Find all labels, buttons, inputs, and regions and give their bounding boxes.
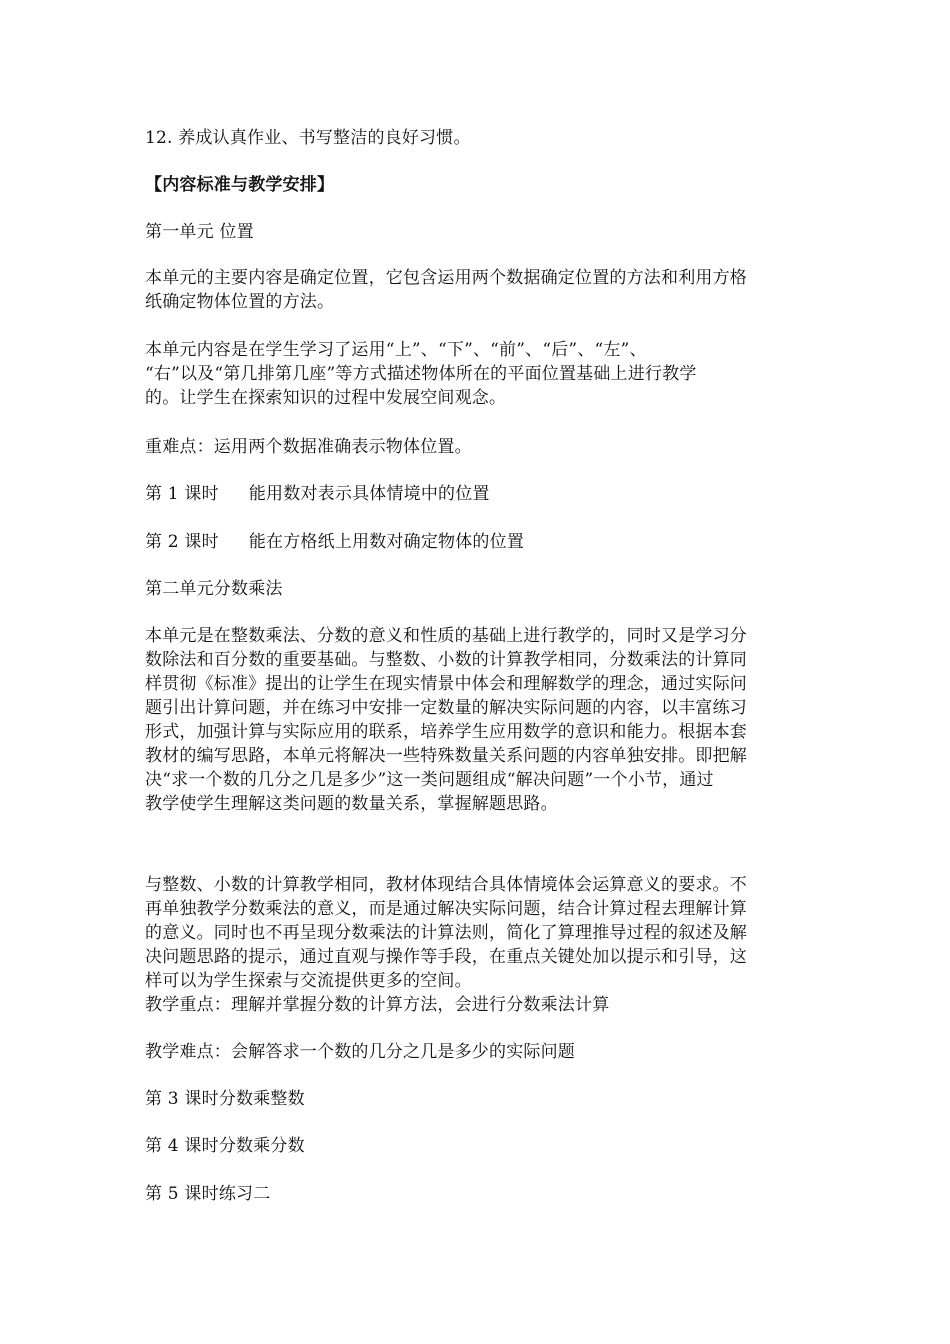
unit2-title: 第二单元分数乘法 (145, 579, 283, 599)
teaching-focus: 教学重点：理解并掌握分数的计算方法，会进行分数乘法计算 (145, 995, 610, 1015)
lesson-5: 第 5 课时练习二 (145, 1184, 271, 1204)
text-line: 形式，加强计算与实际应用的联系，培养学生应用数学的意识和能力。根据本套 (145, 722, 747, 742)
text-line: 本单元的主要内容是确定位置，它包含运用两个数据确定位置的方法和利用方格 (145, 268, 747, 288)
unit1-key-points: 重难点：运用两个数据准确表示物体位置。 (145, 437, 472, 457)
unit1-paragraph-1 (145, 266, 810, 314)
lesson-1 (145, 482, 810, 506)
text-line: 样贯彻《标准》提出的让学生在现实情景中体会和理解数学的理念，通过实际问 (145, 674, 747, 694)
text-line: 的。让学生在探索知识的过程中发展空间观念。 (145, 388, 507, 408)
text-line: 数除法和百分数的重要基础。与整数、小数的计算教学相同，分数乘法的计算同 (145, 650, 747, 670)
text-line: 本单元内容是在学生学习了运用“上”、“下”、“前”、“后”、“左”、 (145, 340, 647, 360)
item-12: 12. 养成认真作业、书写整洁的良好习惯。 (145, 128, 471, 148)
lesson-1-label: 第 1 课时 (145, 484, 219, 504)
text-line: 的意义。同时也不再呈现分数乘法的计算法则，简化了算理推导过程的叙述及解 (145, 923, 747, 943)
lesson-4: 第 4 课时分数乘分数 (145, 1136, 305, 1156)
section-heading: 【内容标准与教学安排】 (145, 175, 335, 195)
lesson-1-text: 能用数对表示具体情境中的位置 (248, 484, 490, 504)
lesson-2 (145, 530, 810, 554)
text-line: 纸确定物体位置的方法。 (145, 292, 335, 312)
unit2-paragraph-2 (145, 873, 810, 993)
unit2-paragraph-1 (145, 624, 810, 816)
text-line: 教学使学生理解这类问题的数量关系，掌握解题思路。 (145, 794, 558, 814)
lesson-3: 第 3 课时分数乘整数 (145, 1089, 305, 1109)
unit1-paragraph-2 (145, 338, 810, 410)
teaching-difficulty: 教学难点：会解答求一个数的几分之几是多少的实际问题 (145, 1042, 575, 1062)
text-line: 与整数、小数的计算教学相同，教材体现结合具体情境体会运算意义的要求。不 (145, 875, 747, 895)
text-line: 题引出计算问题，并在练习中安排一定数量的解决实际问题的内容，以丰富练习 (145, 698, 747, 718)
text-line: 样可以为学生探索与交流提供更多的空间。 (145, 971, 472, 991)
unit1-title: 第一单元 位置 (145, 222, 254, 242)
lesson-2-label: 第 2 课时 (145, 532, 219, 552)
lesson-2-text: 能在方格纸上用数对确定物体的位置 (248, 532, 525, 552)
text-line: 教材的编写思路，本单元将解决一些特殊数量关系问题的内容单独安排。即把解 (145, 746, 747, 766)
text-line: 本单元是在整数乘法、分数的意义和性质的基础上进行教学的，同时又是学习分 (145, 626, 747, 646)
text-line: 决“求一个数的几分之几是多少”这一类问题组成“解决问题”一个小节，通过 (145, 770, 714, 790)
text-line: 再单独教学分数乘法的意义，而是通过解决实际问题，结合计算过程去理解计算 (145, 899, 747, 919)
text-line: 决问题思路的提示，通过直观与操作等手段，在重点关键处加以提示和引导，这 (145, 947, 747, 967)
text-line: “右”以及“第几排第几座”等方式描述物体所在的平面位置基础上进行教学 (145, 364, 697, 384)
